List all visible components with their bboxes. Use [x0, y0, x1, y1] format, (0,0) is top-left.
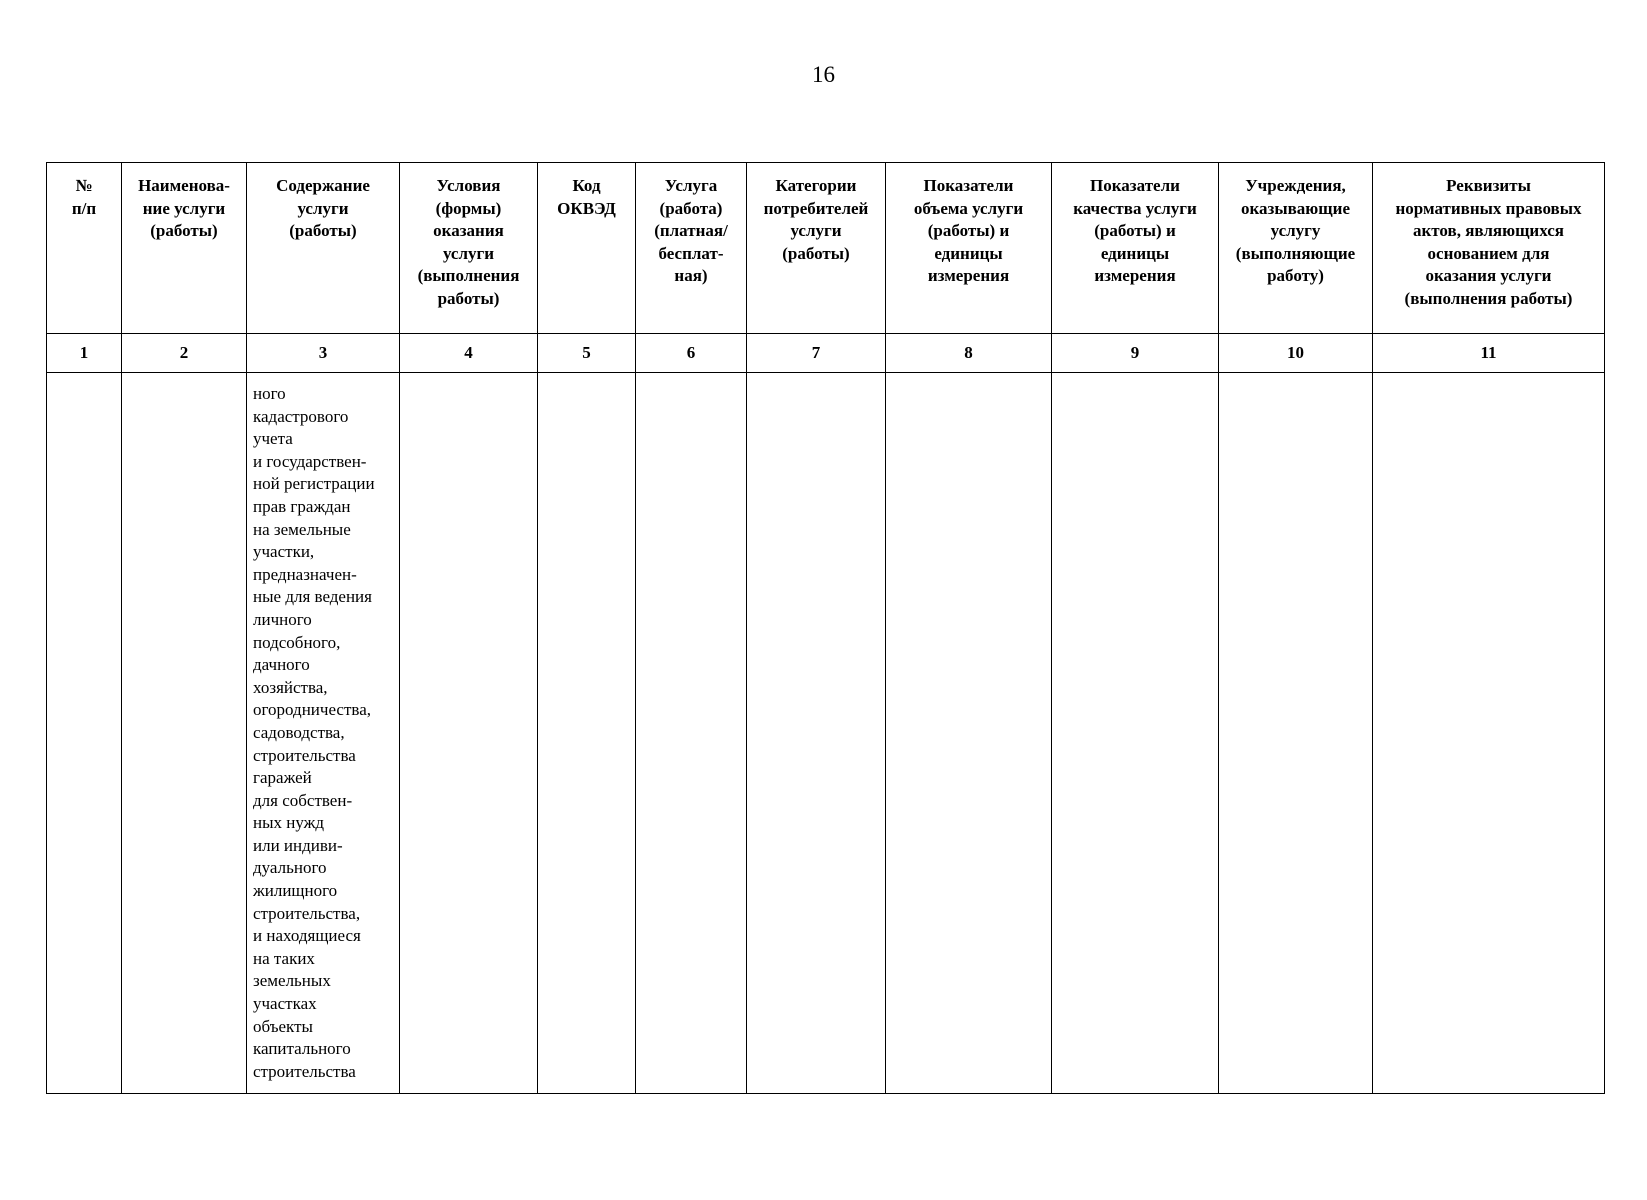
- header-line: п/п: [71, 198, 97, 218]
- header-line: единицы: [934, 243, 1003, 263]
- header-line: ние услуги: [142, 198, 226, 218]
- content-line: ной регистрации: [253, 474, 375, 494]
- header-line: (выполнения работы): [1404, 288, 1573, 308]
- column-number-row: [47, 334, 1605, 373]
- header-line: услуги: [297, 198, 349, 218]
- column-number-3: 3: [247, 334, 400, 373]
- content-line: жилищного: [253, 881, 338, 901]
- header-line: бесплат-: [658, 243, 724, 263]
- content-line: личного: [253, 609, 312, 629]
- table-cell-col-5: [538, 373, 636, 1094]
- column-header-1: [47, 163, 122, 334]
- header-line: Показатели: [1090, 176, 1180, 195]
- content-line: для собствен-: [253, 790, 353, 810]
- header-line: потребителей: [763, 198, 869, 218]
- content-line: прав граждан: [253, 496, 351, 516]
- table-row: [47, 373, 1605, 1094]
- content-line: учета: [253, 429, 293, 449]
- header-line: нормативных правовых: [1395, 198, 1582, 218]
- content-line: ных нужд: [253, 813, 325, 833]
- header-line: (выполнения: [417, 266, 520, 285]
- header-line: (работы): [150, 221, 218, 240]
- content-line: строительства: [253, 1061, 356, 1081]
- column-header-4: [400, 163, 538, 334]
- content-line: строительства: [253, 745, 356, 765]
- table-cell-col-6: [636, 373, 747, 1094]
- header-line: Показатели: [923, 176, 1014, 195]
- content-line: строительства,: [253, 903, 361, 923]
- header-line: Условия: [436, 176, 501, 195]
- table-cell-col-11: [1373, 373, 1605, 1094]
- content-line: подсобного,: [253, 632, 341, 652]
- content-line: садоводства,: [253, 722, 345, 742]
- column-number-11: 11: [1373, 334, 1605, 373]
- column-number-8: 8: [886, 334, 1052, 373]
- table-cell-col-2: [122, 373, 247, 1094]
- header-line: основанием для: [1427, 243, 1550, 263]
- content-line: участки,: [253, 542, 315, 562]
- header-row: [47, 163, 1605, 334]
- content-line: кадастрового: [253, 406, 349, 426]
- header-line: оказывающие: [1240, 198, 1350, 218]
- content-line: капитального: [253, 1039, 351, 1059]
- header-line: (работа): [659, 198, 723, 218]
- column-header-8: [886, 163, 1052, 334]
- column-number-10: 10: [1219, 334, 1373, 373]
- table-cell-col-9: [1052, 373, 1219, 1094]
- column-header-11: [1373, 163, 1605, 334]
- header-line: работу): [1267, 266, 1324, 285]
- header-line: (формы): [435, 198, 502, 218]
- column-number-1: 1: [47, 334, 122, 373]
- table-cell-col-7: [747, 373, 886, 1094]
- header-line: измерения: [1094, 266, 1176, 285]
- header-line: Код: [572, 176, 601, 195]
- header-line: (платная/: [654, 221, 728, 240]
- header-line: Учреждения,: [1245, 176, 1346, 195]
- column-header-9: [1052, 163, 1219, 334]
- column-header-5: [538, 163, 636, 334]
- header-line: оказания услуги: [1425, 266, 1552, 285]
- content-line: земельных: [253, 971, 331, 991]
- header-line: услугу: [1270, 221, 1321, 240]
- content-line: участках: [253, 994, 317, 1014]
- content-line: огородничества,: [253, 700, 371, 720]
- header-line: единицы: [1100, 243, 1170, 263]
- table-cell-col-10: [1219, 373, 1373, 1094]
- column-number-4: 4: [400, 334, 538, 373]
- header-line: (работы) и: [927, 221, 1010, 240]
- header-line: Содержание: [276, 176, 370, 195]
- header-line: услуги: [790, 221, 842, 240]
- header-line: услуги: [442, 243, 495, 263]
- content-line: и находящиеся: [253, 926, 361, 946]
- header-line: оказания: [433, 221, 504, 240]
- content-line: ного: [253, 384, 286, 403]
- content-line: ные для ведения: [253, 587, 372, 607]
- table-cell-col-3: [247, 373, 400, 1094]
- header-line: (работы): [289, 221, 357, 240]
- column-header-6: [636, 163, 747, 334]
- content-line: предназначен-: [253, 564, 357, 584]
- header-line: объема услуги: [913, 198, 1024, 218]
- content-line: дачного: [253, 655, 310, 675]
- content-line: гаражей: [253, 768, 312, 788]
- services-table: [46, 162, 1605, 1094]
- column-number-7: 7: [747, 334, 886, 373]
- column-header-3: [247, 163, 400, 334]
- page-number: 16: [812, 62, 835, 87]
- header-line: качества услуги: [1073, 198, 1197, 218]
- header-line: Категории: [775, 176, 857, 195]
- column-number-5: 5: [538, 334, 636, 373]
- header-line: (работы) и: [1094, 221, 1176, 240]
- column-number-6: 6: [636, 334, 747, 373]
- content-line: дуального: [253, 858, 327, 878]
- content-line: на земельные: [253, 519, 351, 539]
- content-line: или индиви-: [253, 835, 343, 855]
- content-line: и государствен-: [253, 451, 367, 471]
- header-line: №: [75, 176, 93, 195]
- content-line: объекты: [253, 1016, 313, 1036]
- service-content-text: [247, 373, 399, 1083]
- header-line: ная): [674, 266, 708, 285]
- column-header-7: [747, 163, 886, 334]
- table-cell-col-8: [886, 373, 1052, 1094]
- header-line: измерения: [927, 266, 1010, 285]
- content-line: на таких: [253, 948, 315, 968]
- header-line: Услуга: [664, 176, 718, 195]
- content-line: хозяйства,: [253, 677, 328, 697]
- header-line: актов, являющихся: [1413, 221, 1564, 240]
- column-number-2: 2: [122, 334, 247, 373]
- table-cell-col-4: [400, 373, 538, 1094]
- header-line: Наименова-: [138, 176, 230, 195]
- header-line: работы): [437, 288, 500, 308]
- column-number-9: 9: [1052, 334, 1219, 373]
- header-line: Реквизиты: [1446, 176, 1531, 195]
- table-cell-col-1: [47, 373, 122, 1094]
- header-line: ОКВЭД: [557, 198, 616, 218]
- column-header-10: [1219, 163, 1373, 334]
- column-header-2: [122, 163, 247, 334]
- header-line: (выполняющие: [1235, 243, 1356, 263]
- header-line: (работы): [782, 243, 850, 263]
